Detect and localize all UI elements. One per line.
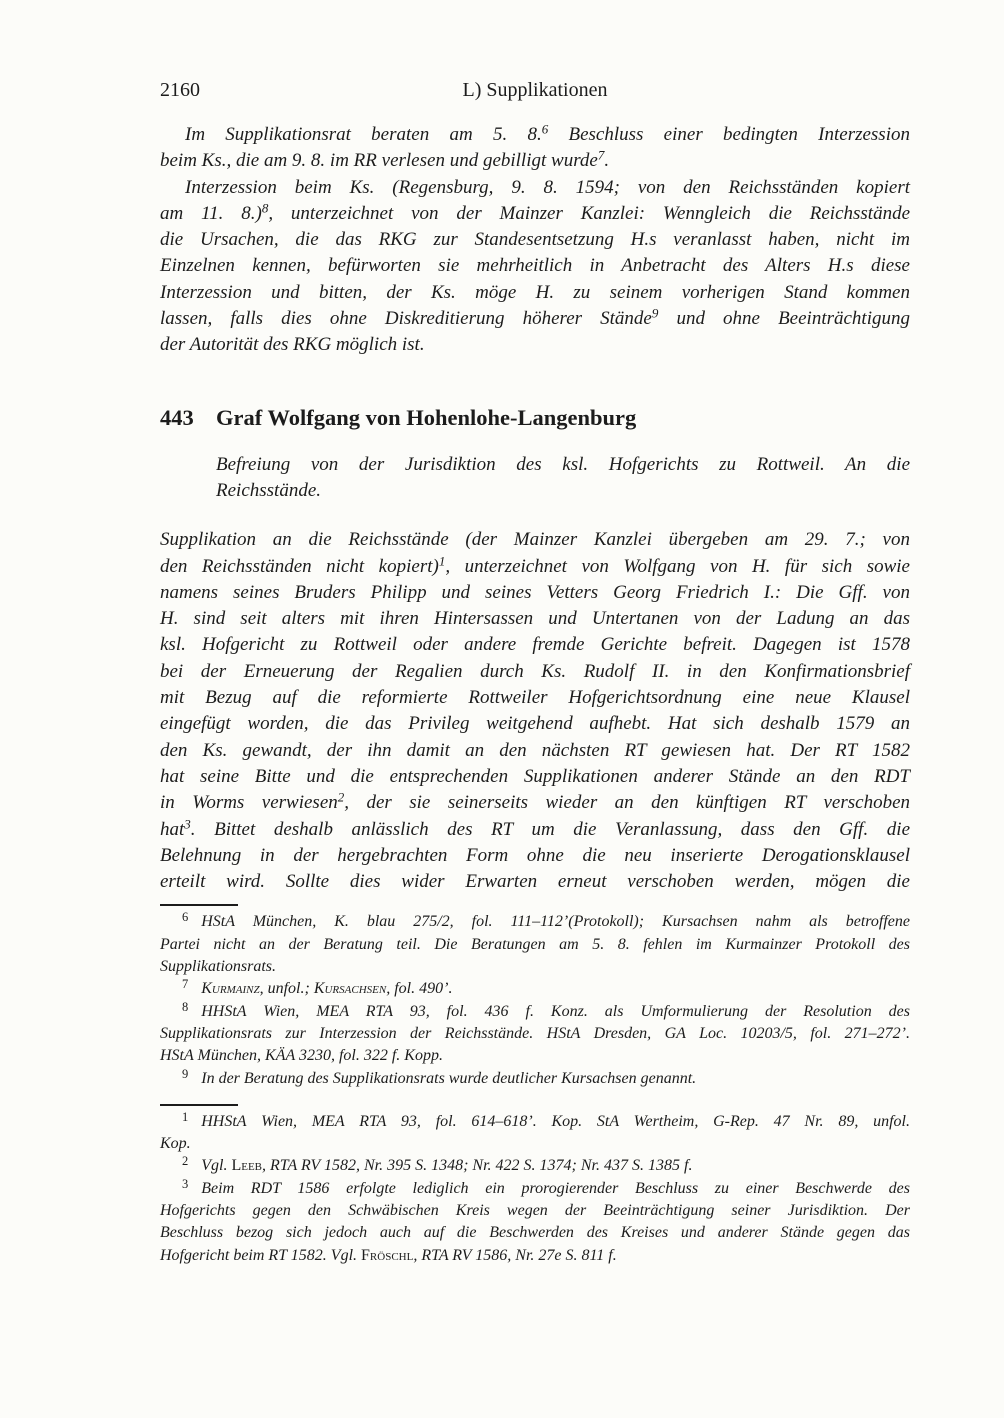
text-line: am 11. 8.)$^8$, unterzeichnet von der Mainzer Kanzlei: Wenngleich die Reichsstände <box>160 200 911 224</box>
entry-subtitle <box>216 452 910 505</box>
text-line: beim Ks., die am 9. 8. im RR verlesen und gebilligt wurde$^7$. <box>160 147 610 172</box>
footnote-ref: 7 <box>597 147 605 163</box>
footnote-line: Hofgerichts gegen den Schwäbischen Kreis wegen der Beeinträchtigung seiner Jurisdiktion. Der <box>160 1201 910 1219</box>
text-line: mit Bezug auf die reformierte Rottweiler Hofgerichtsordnung eine neue Klausel <box>160 687 910 709</box>
text-line: namens seines Bruders Philipp und seines Vetters Georg Friedrich I.: Die Gff. von <box>160 581 910 603</box>
author-smallcaps: Fröschl <box>361 1246 414 1264</box>
text-line: Einzelnen kennen, befürworten sie mehrheitlich in Anbetracht des Alters H.s diese <box>160 255 910 277</box>
text-line: Supplikation an die Reichsstände (der Mainzer Kanzlei übergeben am 29. 7.; von <box>160 529 910 551</box>
footnote-number: 9 <box>182 1066 189 1081</box>
text-line: Befreiung von der Jurisdiktion des ksl. Hofgerichts zu Rottweil. An die <box>216 453 910 475</box>
footnote-number: 2 <box>182 1154 189 1169</box>
page-number: 2160 <box>160 79 200 101</box>
footnote-number: 3 <box>182 1176 189 1191</box>
text-line: Interzession beim Ks. (Regensburg, 9. 8. 1594; von den Reichsständen kopiert <box>185 176 910 198</box>
footnote-line: Supplikationsrats. <box>160 958 277 976</box>
footnote-line: Hofgericht beim RT 1582. Vgl. Fröschl, RTA RV 1586, Nr. 27e S. 811 f. <box>160 1246 617 1264</box>
footnote-line: Supplikationsrats zur Interzession der Reichsstände. HStA Dresden, GA Loc. 10203/5, fol. 271–272’. <box>160 1024 910 1042</box>
text-line: die Ursachen, die das RKG zur Standesentsetzung H.s veranlasst haben, nicht im <box>160 229 910 251</box>
footnote <box>160 1068 910 1090</box>
text-line: Interzession und bitten, der Ks. möge H. zu seinem vorherigen Stand kommen <box>160 281 910 303</box>
footnote-ref: 2 <box>337 789 345 805</box>
footnote-number: 7 <box>182 977 189 992</box>
entry-body <box>160 527 910 895</box>
entry-heading <box>160 403 910 433</box>
footnote-line: $^8$ HHStA Wien, MEA RTA 93, fol. 436 f. Konz. als Umformulierung der Resolution des <box>182 999 910 1020</box>
footnote-line: $^9$ In der Beratung des Supplikationsrats wurde deutlicher Kursachsen genannt. <box>182 1066 697 1087</box>
author-smallcaps: Leeb <box>231 1157 263 1175</box>
text-line: Reichsstände. <box>216 479 322 501</box>
footnote <box>160 1178 910 1267</box>
footnote-rule <box>160 1104 238 1106</box>
footnote-line: Kop. <box>160 1135 191 1153</box>
text-line: erteilt wird. Sollte dies wider Erwarten erneut verschoben werden, mögen die <box>160 871 910 893</box>
footnote <box>160 911 910 978</box>
text-line: eingefügt worden, die das Privileg weitgehend aufhebt. Hat sich deshalb 1579 an <box>160 713 910 735</box>
entry-number: 443 <box>160 404 194 430</box>
text-line: ksl. Hofgericht zu Rottweil oder andere fremde Gerichte befreit. Dagegen ist 1578 <box>160 634 910 656</box>
footnote-ref: 8 <box>261 200 269 216</box>
text-line: den Reichsständen nicht kopiert)$^1$, unterzeichnet von Wolfgang von H. für sich sowie <box>160 553 910 577</box>
text-line: bei der Erneuerung der Regalien durch Ks. Rudolf II. in den Konfirmationsbrief <box>160 660 910 682</box>
footnote-number: 6 <box>182 910 189 925</box>
running-title: L) Supplikationen <box>462 79 608 101</box>
text-line: Belehnung in der hergebrachten Form ohne die neu inserierte Derogationsklausel <box>160 844 910 866</box>
footnote-line: $^3$ Beim RDT 1586 erfolgte lediglich ein prorogierender Beschluss zu einer Beschwerde des <box>182 1176 910 1197</box>
text-line: hat$^3$. Bittet deshalb anlässlich des RT um die Veranlassung, dass den Gff. die <box>160 816 910 840</box>
text-line: in Worms verwiesen$^2$, der sie seinerseits wieder an den künftigen RT verschoben <box>160 789 911 814</box>
footnote <box>160 1001 910 1068</box>
footnote-line: $^2$ Vgl. Leeb, RTA RV 1582, Nr. 395 S. 1348; Nr. 422 S. 1374; Nr. 437 S. 1385 f. <box>182 1154 693 1175</box>
text-line: der Autorität des RKG möglich ist. <box>160 334 425 356</box>
text-line: hat seine Bitte und die entsprechenden Supplikationen anderer Stände an den RDT <box>160 765 910 787</box>
paragraph <box>160 175 910 359</box>
footnote-number: 1 <box>182 1109 189 1124</box>
footnote-ref: 9 <box>651 305 659 321</box>
footnote-ref: 1 <box>438 553 446 569</box>
footnote <box>160 1155 910 1177</box>
footnote-number: 8 <box>182 999 189 1014</box>
footnote-line: $^6$ HStA München, K. blau 275/2, fol. 111–112’(Protokoll); Kursachsen nahm als betroffene <box>182 910 910 931</box>
footnote-line: Beschluss bezog sich jedoch auch auf die Beschwerden des Kreises und anderer Stände gegen das <box>160 1224 910 1242</box>
footnotes-bottom <box>160 1111 910 1267</box>
footnote-line: Partei nicht an der Beratung teil. Die Beratungen am 5. 8. fehlen im Kurmainzer Protokoll des <box>160 935 910 953</box>
text-line: H. sind seit alters mit ihren Hintersassen und Untertanen von der Ladung an das <box>160 608 910 630</box>
paragraph <box>160 122 910 175</box>
footnote-ref: 3 <box>184 816 191 832</box>
footnote-line: $^1$ HHStA Wien, MEA RTA 93, fol. 614–618’. Kop. StA Wertheim, G-Rep. 47 Nr. 89, unfol. <box>182 1109 910 1130</box>
footnote-rule <box>160 904 238 906</box>
text-line: lassen, falls dies ohne Diskreditierung höherer Stände$^9$ und ohne Beeinträchtigung <box>160 305 910 330</box>
footnotes-top <box>160 911 910 1089</box>
intro-section <box>160 122 910 359</box>
footnote <box>160 1111 910 1156</box>
footnote-ref: 6 <box>541 121 549 137</box>
footnote-line: $^7$ Kurmainz, unfol.; Kursachsen, fol. 490’. <box>182 977 453 998</box>
footnote <box>160 978 910 1000</box>
text-line: den Ks. gewandt, der ihn damit an den nächsten RT gewiesen hat. Der RT 1582 <box>160 739 910 761</box>
footnote-line: HStA München, KÄA 3230, fol. 322 f. Kopp. <box>160 1047 443 1065</box>
page-header <box>160 78 910 102</box>
entry-title: Graf Wolfgang von Hohenlohe-Langenburg <box>216 404 637 430</box>
text-line: Im Supplikationsrat beraten am 5. 8.$^6$ Beschluss einer bedingten Interzession <box>185 121 910 145</box>
